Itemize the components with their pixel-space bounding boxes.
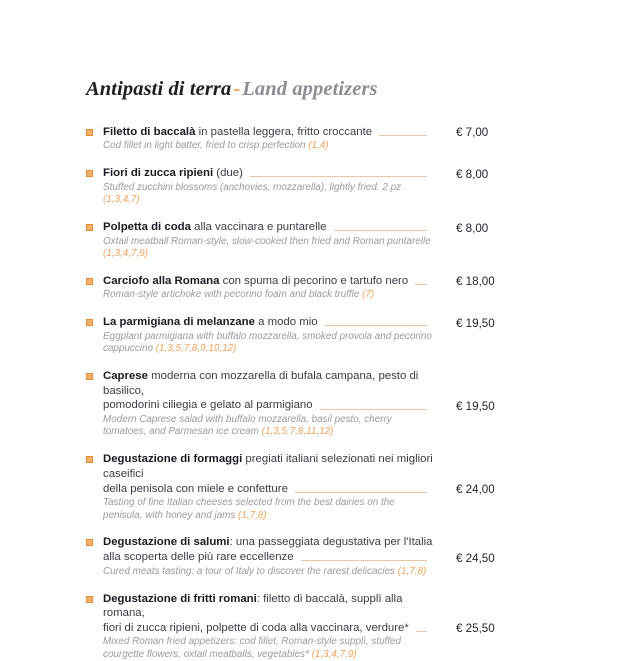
- menu-item-title-line: [103, 621, 434, 636]
- menu-item-name: [103, 166, 243, 181]
- menu-item-title-line: [103, 166, 434, 181]
- menu-item-price: € 8,00: [456, 167, 489, 181]
- leader-line: [320, 409, 427, 410]
- section-title-italian: Antipasti di terra: [86, 78, 232, 100]
- menu-item-name-detail: a modo mio: [254, 316, 318, 329]
- menu-item: [86, 315, 560, 355]
- allergen-codes: (1,7,8): [397, 565, 427, 577]
- menu-item-name-detail: fiori di zucca ripieni, polpette di coda alla vaccinara, verdure*: [103, 621, 409, 634]
- menu-item: [86, 166, 560, 206]
- menu-item-name-detail: pregiati italiani selezionati nei migliori caseifici: [103, 453, 433, 480]
- menu-item-name: [103, 453, 433, 480]
- menu-item-name-bold: Polpetta di coda: [103, 220, 191, 233]
- menu-item-name-detail: moderna con mozzarella di bufala campana, pesto di basilico,: [103, 370, 419, 397]
- menu-item-title-line: [103, 274, 434, 289]
- allergen-codes: (1,3,5,7,8,11,12): [261, 426, 334, 438]
- menu-item-title-block: [103, 535, 560, 564]
- square-bullet-icon: [86, 456, 93, 463]
- menu-item: [86, 369, 560, 439]
- menu-item-price: € 19,50: [456, 316, 495, 330]
- menu-item-title-line: [103, 592, 434, 621]
- menu-item-price: € 25,50: [456, 622, 495, 636]
- leader-line: [295, 492, 427, 493]
- menu-item-name-detail: pomodorini ciliegia e gelato al parmigiano: [103, 399, 313, 412]
- leader-line: [415, 284, 427, 285]
- menu-item-price: € 18,00: [456, 275, 495, 289]
- allergen-codes: (1,3,5,7,8,9,10,12): [155, 343, 237, 355]
- menu-item-description: Tasting of fine Italian cheeses selected from the best dairies on the penisula, with honey and jams (1,7,8): [103, 497, 395, 521]
- menu-item-name-detail: della penisola con miele e confetture: [103, 482, 288, 495]
- menu-item-title-line: [103, 482, 434, 497]
- menu-item-name-bold: Filetto di baccalà: [103, 125, 196, 138]
- menu-item-name-detail: in pastella leggera, fritto croccante: [195, 125, 373, 138]
- menu-item: [86, 220, 560, 260]
- menu-item-title-line: [103, 125, 434, 140]
- menu-item-title-block: [103, 125, 560, 140]
- menu-item: [86, 125, 560, 153]
- menu-item-name-bold: Carciofo alla Romana: [103, 274, 220, 287]
- menu-item-name: [103, 621, 409, 636]
- menu-item-name: [103, 550, 294, 565]
- leader-line: [325, 325, 427, 326]
- square-bullet-icon: [86, 278, 93, 285]
- leader-line: [379, 135, 427, 136]
- menu-item: [86, 535, 560, 578]
- menu-item-title-line: [103, 315, 434, 330]
- leader-line: [334, 230, 428, 231]
- menu-item-name-detail: : filetto di baccalà, supplì alla romana,: [103, 592, 403, 620]
- menu-item-title-line: [103, 535, 434, 550]
- section-heading: [86, 78, 560, 102]
- menu-item-price: € 19,50: [456, 400, 495, 414]
- menu-item-name-detail: : una passeggiata degustativa per l'Italia: [229, 536, 433, 549]
- allergen-codes: (1,3,4,7): [103, 194, 140, 206]
- menu-item-title-line: [103, 452, 434, 481]
- menu-item-description: Modern Caprese salad with buffalo mozzarella, basil pesto, cherry tomatoes, and Parmesan ice cream (1,3,5,7,8,11,12): [103, 414, 392, 438]
- menu-item-title-block: [103, 592, 560, 636]
- menu-item-title-line: [103, 550, 434, 565]
- menu-item-name-bold: Degustazione di salumi: [103, 536, 230, 549]
- menu-item-description: Cured meats tasting: a tour of Italy to discover the rarest delicacies (1,7,8): [103, 565, 427, 577]
- leader-line: [416, 631, 427, 632]
- square-bullet-icon: [86, 596, 93, 603]
- menu-item-name-bold: Caprese: [103, 370, 148, 383]
- menu-item-title-block: [103, 452, 560, 496]
- allergen-codes: (7): [362, 289, 375, 301]
- menu-item: [86, 452, 560, 522]
- menu-item: [86, 592, 560, 661]
- allergen-codes: (1,3,4,7,9): [103, 247, 149, 259]
- menu-item-title-line: [103, 398, 434, 413]
- menu-item-title-line: [103, 220, 434, 235]
- allergen-codes: (1,4): [308, 140, 329, 152]
- menu-item-list: [86, 125, 560, 661]
- menu-item-name: [103, 220, 327, 235]
- menu-item-name: [103, 125, 372, 140]
- menu-item-description: Roman-style artichoke with pecorino foam and black truffle (7): [103, 289, 375, 301]
- section-title-separator: -: [233, 78, 241, 100]
- square-bullet-icon: [86, 319, 93, 326]
- menu-item-description: Cod fillet in light batter, fried to crisp perfection (1,4): [103, 140, 329, 152]
- menu-item-title-block: [103, 274, 560, 289]
- menu-item-name: [103, 398, 313, 413]
- leader-line: [250, 176, 427, 177]
- menu-item-description: Eggplant parmigiana with buffalo mozzarella, smoked provola and pecorino cappuccino (1,3,5,7,8,9,10,12): [103, 330, 432, 355]
- menu-item-description: Mixed Roman fried appetizers: cod fillet, Roman-style supplì, stuffed courgette flowers, oxtail meatballs, vegetables* (1,3,4,7,9): [103, 636, 402, 660]
- menu-item-name: [103, 536, 433, 548]
- menu-item-name: [103, 315, 318, 330]
- menu-item-price: € 7,00: [456, 126, 489, 140]
- section-title-english: Land appetizers: [242, 78, 378, 100]
- menu-item-name-detail: alla vaccinara e puntarelle: [190, 220, 327, 233]
- menu-item-name-bold: Degustazione di formaggi: [103, 453, 243, 466]
- menu-item-name-bold: La parmigiana di melanzane: [103, 316, 255, 329]
- menu-item-title-block: [103, 166, 560, 181]
- menu-item-name-bold: Degustazione di fritti romani: [103, 592, 257, 605]
- menu-item-price: € 24,00: [456, 483, 495, 497]
- menu-item-price: € 24,50: [456, 551, 495, 565]
- square-bullet-icon: [86, 224, 93, 231]
- menu-item-title-block: [103, 315, 560, 330]
- menu-item-name: [103, 593, 402, 620]
- menu-item-name-bold: Fiori di zucca ripieni: [103, 167, 214, 180]
- allergen-codes: (1,3,4,7,9): [311, 648, 357, 660]
- menu-item-name-detail: con spuma di pecorino e tartufo nero: [219, 274, 409, 287]
- square-bullet-icon: [86, 170, 93, 177]
- menu-item-name: [103, 482, 288, 497]
- square-bullet-icon: [86, 373, 93, 380]
- menu-item-name: [103, 274, 408, 289]
- menu-item-name: [103, 370, 418, 397]
- menu-item: [86, 274, 560, 302]
- menu-item-name-detail: (due): [213, 167, 243, 180]
- leader-line: [301, 560, 427, 561]
- allergen-codes: (1,7,8): [238, 509, 267, 521]
- menu-item-title-line: [103, 369, 434, 398]
- menu-item-price: € 8,00: [456, 221, 489, 235]
- menu-item-title-block: [103, 220, 560, 235]
- menu-item-name-detail: alla scoperta delle più rare eccellenze: [103, 551, 294, 564]
- menu-item-description: Oxtail meatball Roman-style, slow-cooked then fried and Roman puntarelle (1,3,4,7,9): [103, 235, 431, 259]
- menu-item-description: Stuffed zucchini blossoms (anchovies, mozzarella), lightly fried. 2 pz (1,3,4,7): [103, 181, 402, 206]
- square-bullet-icon: [86, 129, 93, 136]
- menu-item-title-block: [103, 369, 560, 413]
- square-bullet-icon: [86, 539, 93, 546]
